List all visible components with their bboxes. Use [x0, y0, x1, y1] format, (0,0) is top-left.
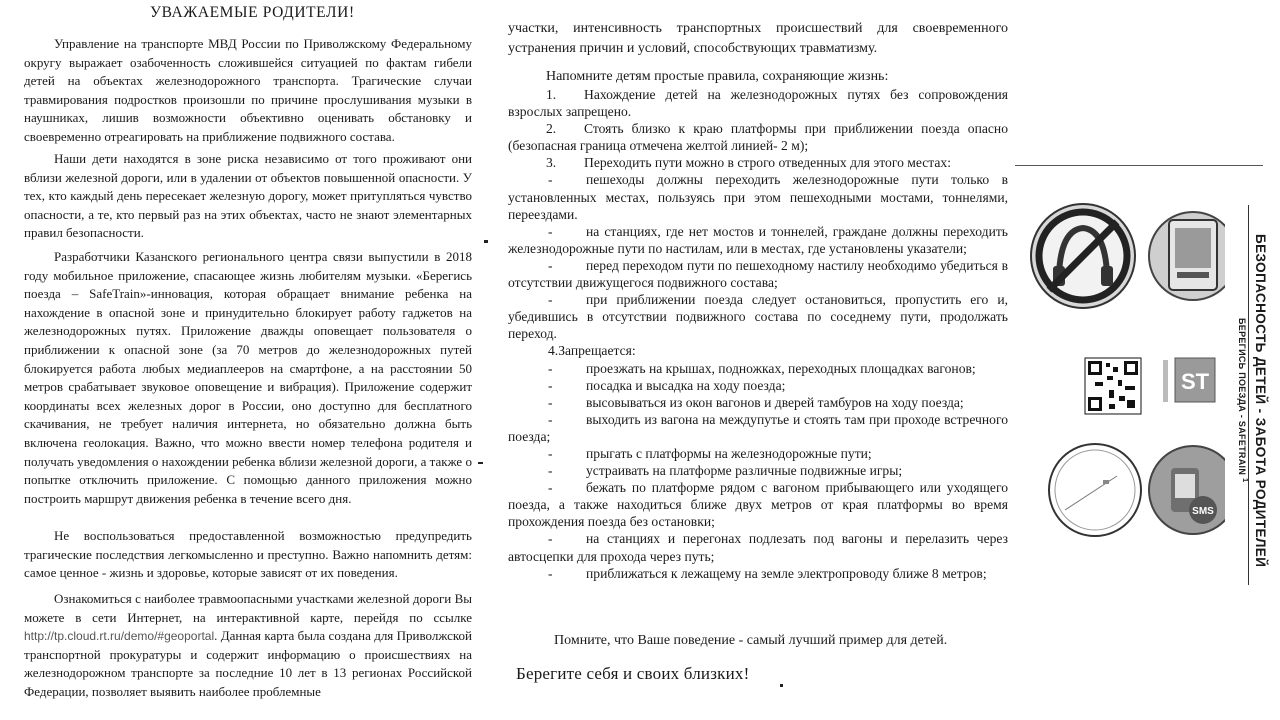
rule-item-text: на станциях, где нет мостов и тоннелей, граждане должны переходить железнодорожные пути по настилам, или в местах, где установлены указатели;	[508, 223, 1008, 256]
poster-subtitle	[1237, 318, 1250, 482]
paragraph-4: Не воспользоваться предоставленной возможностью предупредить трагические последствия легкомысленно и преступно. Важно напомнить детям: самое ценное - жизнь и здоровье, которые зависят от их поведения.	[24, 528, 472, 581]
no-headphones-icon	[1031, 204, 1135, 308]
continuation-paragraph: участки, интенсивность транспортных происшествий для своевременного устранения причин и условий, способствующих травматизму.	[508, 21, 1008, 56]
sms-phone-icon	[1149, 446, 1225, 534]
dash-marker: -	[548, 394, 553, 410]
rule-item-text: устраивать на платформе различные подвижные игры;	[586, 463, 903, 479]
rule-4-item	[508, 565, 1008, 582]
dash-marker: -	[548, 377, 553, 393]
poster-subtitle-text: БЕРЕГИСЬ ПОЕЗДА - SAFETRAIN	[1237, 318, 1247, 476]
rule-3-item	[508, 171, 1008, 222]
rule-text: Переходить пути можно в строго отведенных для этого местах:	[584, 155, 951, 171]
rule-4-heading: 4.Запрещается:	[548, 343, 636, 359]
dash-marker: -	[548, 480, 553, 496]
rule-4-item	[508, 394, 1008, 411]
paragraph-3: Разработчики Казанского регионального центра связи выпустили в 2018 году мобильное приложение, спасающее жизнь любителям музыки. «Берегись поезда – SafeTrain»-инновация, которая обращает внимание ребенка на нахождение в опасной зоне и принудительно блокирует работу гаджетов на железнодорожных путях. Приложение дважды оповещает пользователя о приближении к опасной зоне (за 70 метров до железнодорожных путей блокируется работа любых медиаплееров на смартфоне, а на расстоянии 50 метров срабатывает звуковое оповещение и вибрация). Приложение содержит координаты всех железных дорог в России, оно доступно для бесплатного скачивания, не требует наличия интернета, но обязательно должна быть включена геолокация. Важно, что можно ввести номер телефона родителя и получать уведомления о нахождении ребенка вблизи железной дороги, а также о попытке отключить приложение. С помощью данного приложения можно построить маршрут движения ребенка в течение всего дня.	[24, 249, 472, 506]
scan-speck	[780, 684, 783, 687]
railway-crossing-illustration	[1049, 444, 1141, 536]
logo-text: ST	[1180, 369, 1210, 394]
rule-item-text: выходить из вагона на междупутье и стоять там при проходе встречного поезда;	[508, 411, 1008, 444]
qr-code-icon	[1085, 358, 1141, 414]
sms-label: SMS	[1192, 506, 1214, 517]
rule-3-item	[508, 291, 1008, 342]
rule-4-item	[508, 462, 1008, 479]
paragraph-2: Наши дети находятся в зоне риска независимо от того проживают они вблизи железной дороги, или в удалении от объектов повышенной опасности. У тех, кто каждый день пересекает железную дорогу, может притупляться чувство опасности, а те, кто первый раз на этих объектах, часто не знают элементарных правил безопасности.	[24, 151, 472, 241]
scan-speck	[478, 462, 483, 464]
page-title: УВАЖАЕМЫЕ РОДИТЕЛИ!	[150, 4, 355, 21]
rule-1	[508, 86, 1008, 120]
rule-item-text: на станциях и перегонах подлезать под вагоны и перелазить через автосцепки для прохода через путь;	[508, 531, 1008, 564]
dash-marker: -	[548, 411, 553, 427]
dash-marker: -	[548, 463, 553, 479]
dash-marker: -	[548, 223, 553, 239]
rule-text: Нахождение детей на железнодорожных путях без сопровождения взрослых запрещено.	[508, 87, 1008, 120]
rule-4-item	[508, 445, 1008, 462]
paragraph-5-text-b: . Данная карта была создана для Приволжской транспортной прокуратуры и содержит информацию о происшествиях на железнодорожном транспорте за последние 10 лет в 13 регионах Российской Федерации, позволяет выявить наиболее проблемные	[24, 628, 472, 699]
rules-list	[508, 86, 1008, 582]
paragraph-5-text-a: Ознакомиться с наиболее травмоопасными участками железной дороги Вы можете в сети Интернет, на интерактивной карте, перейдя по ссылке	[24, 591, 472, 625]
rule-item-text: прыгать с платформы на железнодорожные пути;	[586, 445, 872, 461]
rule-item-text: перед переходом пути по пешеходному настилу необходимо убедиться в отсутствии движущегося подвижного состава;	[508, 257, 1008, 291]
geoportal-link[interactable]: http://tp.cloud.rt.ru/demo/#geoportal	[24, 629, 215, 644]
paragraph-1: Управление на транспорте МВД России по Приволжскому Федеральному округу выражает озабоченность сложившейся ситуацией по фактам гибели детей на объектах железнодорожного транспорта. Трагические случаи травмирования подростков произошли по причине прослушивания музыки в наушниках, лишив возможности объективно оценивать обстановку и своевременно отреагировать на приближение подвижного состава.	[24, 36, 472, 144]
closing-line: Берегите себя и своих близких!	[516, 664, 750, 683]
dash-marker: -	[548, 445, 553, 461]
rule-4-item	[508, 479, 1008, 530]
poster-subtitle-mark: 1	[1241, 477, 1250, 483]
rule-number: 1.	[546, 87, 557, 102]
rule-4-item	[508, 411, 1008, 445]
rule-3	[508, 154, 1008, 171]
paragraph-5	[24, 590, 472, 702]
safetrain-logo	[1163, 358, 1215, 402]
rule-4-item	[508, 530, 1008, 564]
phone-screen-icon	[1149, 212, 1225, 300]
dash-marker: -	[548, 531, 553, 547]
rules-intro: Напомните детям простые правила, сохраняющие жизнь:	[546, 69, 889, 84]
rule-3-item	[508, 223, 1008, 257]
poster-vertical-text	[1232, 200, 1278, 590]
rule-item-text: бежать по платформе рядом с вагоном прибывающего или уходящего поезда, а также находиться ближе двух метров от края платформы во время прохождения поезда без остановки;	[508, 480, 1008, 530]
dash-marker: -	[548, 360, 553, 376]
dash-marker: -	[548, 257, 553, 273]
poster-title: БЕЗОПАСНОСТЬ ДЕТЕЙ - ЗАБОТА РОДИТЕЛЕЙ	[1253, 234, 1268, 568]
rule-text: Стоять близко к краю платформы при приближении поезда опасно (безопасная граница отмечена желтой линией- 2 м);	[508, 121, 1008, 154]
rule-item-text: посадка и высадка на ходу поезда;	[586, 377, 786, 393]
scan-speck	[484, 240, 488, 243]
rule-4-item	[508, 377, 1008, 394]
safetrain-poster	[1025, 190, 1225, 580]
rule-2	[508, 120, 1008, 154]
rule-item-text: приближаться к лежащему на земле электропроводу ближе 8 метров;	[586, 565, 987, 581]
rule-item-text: проезжать на крышах, подножках, переходных площадках вагонов;	[586, 360, 976, 376]
rule-item-text: высовываться из окон вагонов и дверей тамбуров на ходу поезда;	[586, 394, 964, 410]
dash-marker: -	[548, 565, 553, 581]
dash-marker: -	[548, 292, 553, 308]
remember-note: Помните, что Ваше поведение - самый лучший пример для детей.	[554, 633, 948, 648]
rule-number: 2.	[546, 121, 557, 137]
rule-4-item	[508, 360, 1008, 377]
rule-item-text: при приближении поезда следует остановиться, пропустить его и, убедившись в отсутствии подвижного состава по соседнему пути, продолжать переход.	[508, 292, 1008, 342]
rule-3-item	[508, 257, 1008, 291]
dash-marker: -	[548, 172, 553, 188]
rule-number: 3.	[546, 155, 557, 171]
rule-item-text: пешеходы должны переходить железнодорожные пути только в установленных местах, пользуясь при этом пешеходными мостами, тоннелями, переездами.	[508, 172, 1008, 222]
poster-top-rule	[1015, 165, 1263, 166]
